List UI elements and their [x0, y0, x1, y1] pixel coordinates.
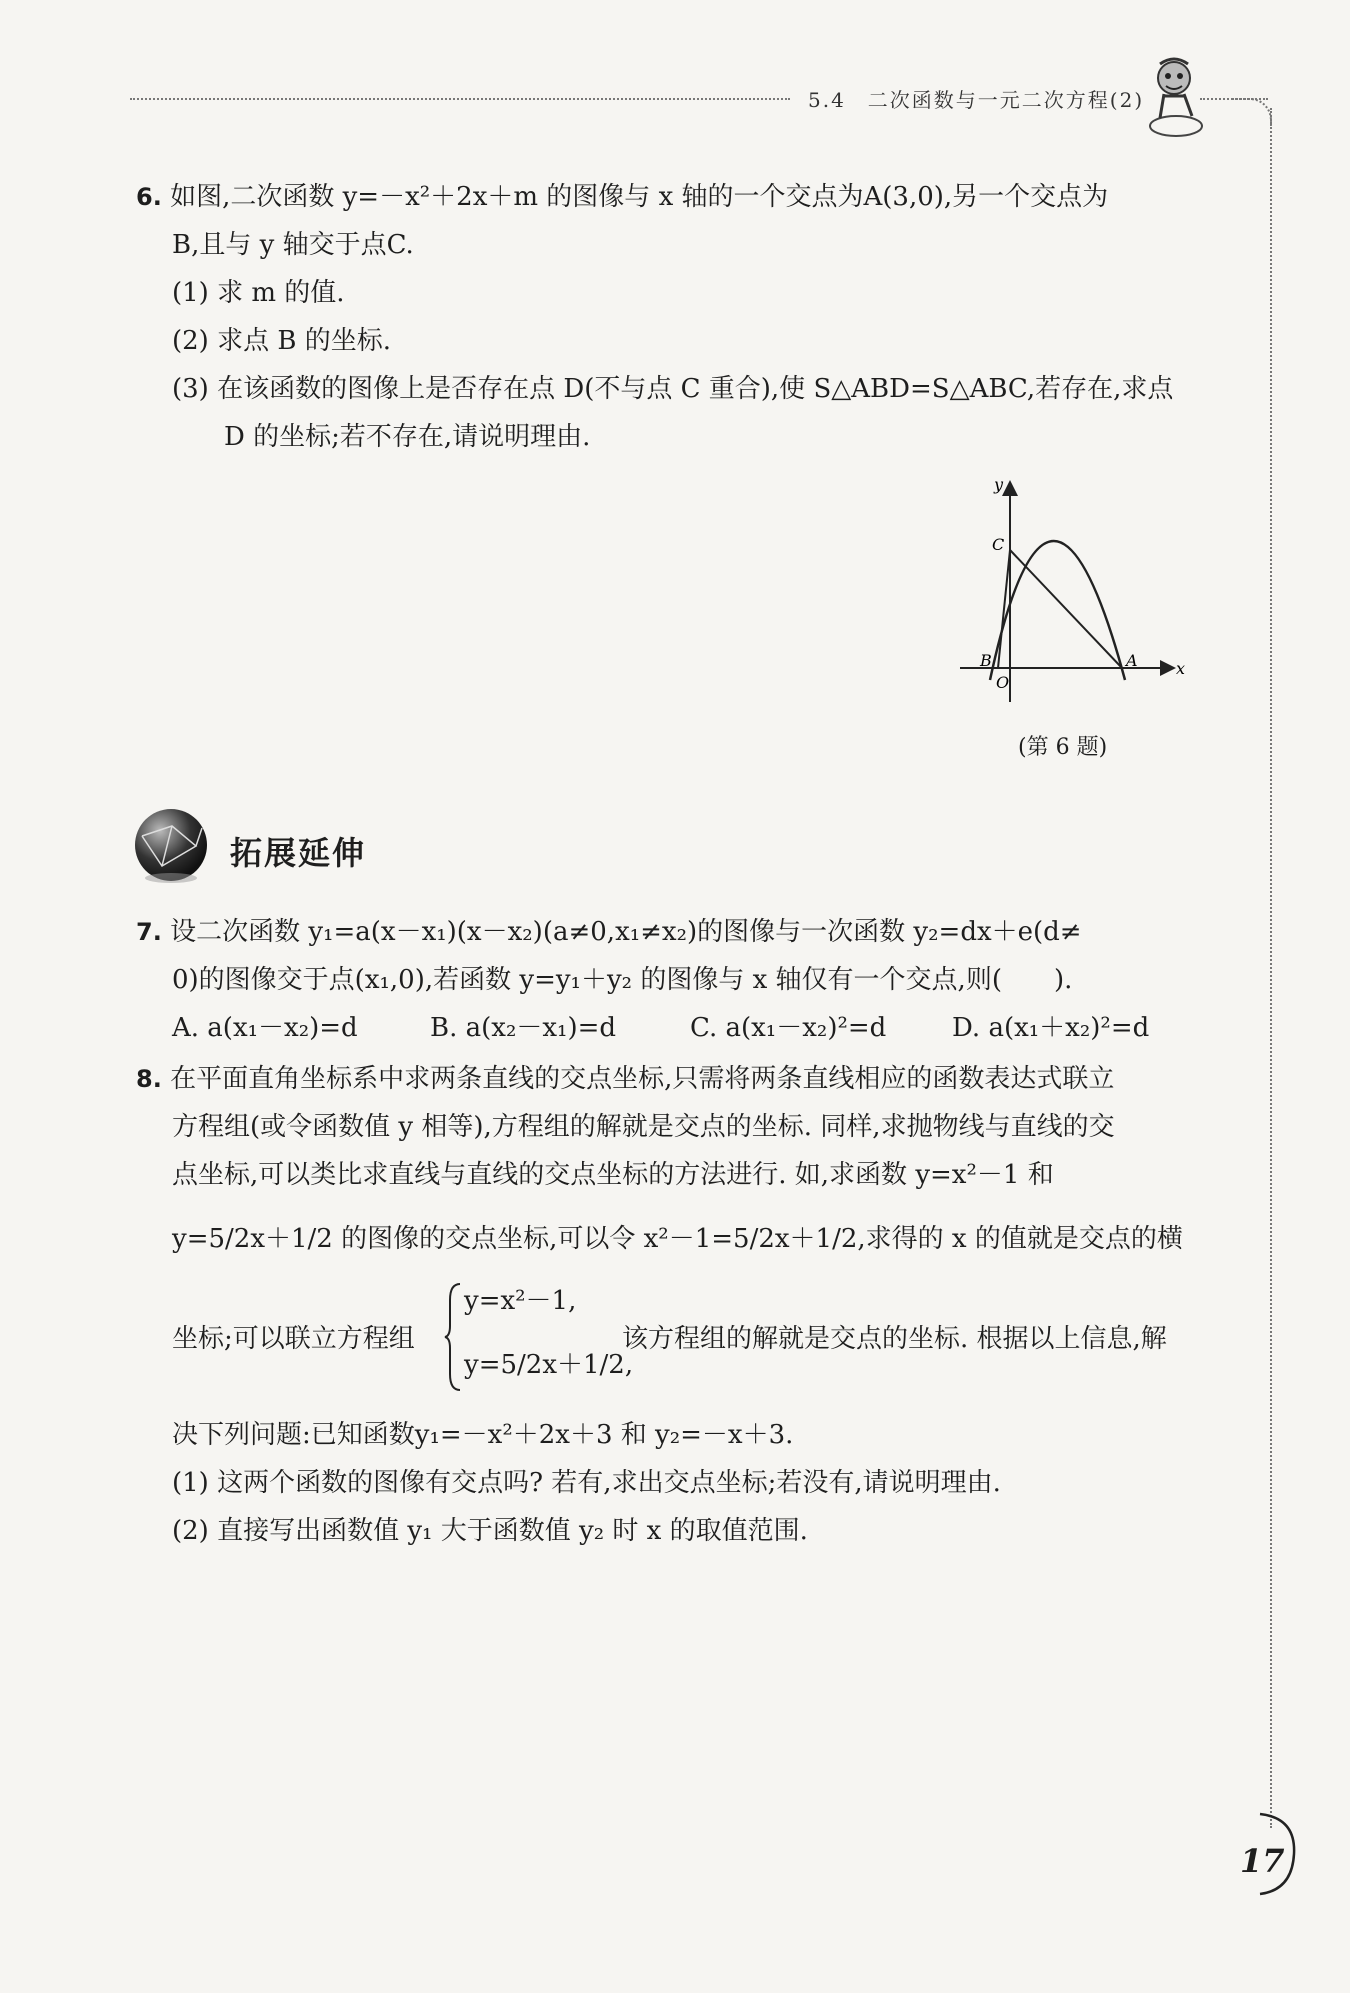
label-o: O — [996, 673, 1010, 692]
segment-ca — [1010, 550, 1122, 668]
equation-brace — [444, 1282, 462, 1392]
q7-line2: 0)的图像交于点(x₁,0),若函数 y=y₁＋y₂ 的图像与 x 轴仅有一个交点,则( ). — [172, 965, 1073, 995]
q6-line1: 6. 如图,二次函数 y=－x²＋2x＋m 的图像与 x 轴的一个交点为A(3,0),另一个交点为 — [136, 182, 1109, 212]
q8-line1: 8. 在平面直角坐标系中求两条直线的交点坐标,只需将两条直线相应的函数表达式联立 — [136, 1064, 1115, 1094]
system-eq1: y=x²－1, — [464, 1286, 577, 1316]
page-number: 17 — [1240, 1842, 1285, 1880]
q8-part2: (2) 直接写出函数值 y₁ 大于函数值 y₂ 时 x 的取值范围. — [172, 1516, 808, 1546]
header-section-title: 5.4 二次函数与一元二次方程(2) — [808, 88, 1145, 112]
q8-line5-left: 坐标;可以联立方程组 — [172, 1324, 415, 1354]
label-a: A — [1126, 651, 1138, 670]
q8-line2: 方程组(或令函数值 y 相等),方程组的解就是交点的坐标. 同样,求抛物线与直线的交 — [172, 1112, 1115, 1142]
q8-line6: 决下列问题:已知函数y₁=－x²＋2x＋3 和 y₂=－x＋3. — [172, 1420, 794, 1450]
mascot-icon — [1140, 52, 1212, 140]
q6-part1: (1) 求 m 的值. — [172, 278, 345, 308]
q8-line5-right: 该方程组的解就是交点的坐标. 根据以上信息,解 — [622, 1324, 1167, 1354]
q7-option-a: A. a(x₁－x₂)=d — [172, 1013, 358, 1043]
q6-part3-cont: D 的坐标;若不存在,请说明理由. — [224, 422, 591, 452]
q7-line1: 7. 设二次函数 y₁=a(x－x₁)(x－x₂)(a≠0,x₁≠x₂)的图像与一次函数 y₂=dx＋e(d≠ — [136, 917, 1082, 947]
q7-option-c: C. a(x₁－x₂)²=d — [690, 1013, 887, 1043]
page-border-corner — [1232, 98, 1272, 126]
globe-icon — [132, 806, 210, 884]
figure-caption: (第 6 题) — [1018, 735, 1108, 760]
q6-line2: B,且与 y 轴交于点C. — [172, 230, 414, 260]
section-title-extension: 拓展延伸 — [230, 834, 367, 872]
q7-option-b: B. a(x₂－x₁)=d — [430, 1013, 617, 1043]
q8-part1: (1) 这两个函数的图像有交点吗? 若有,求出交点坐标;若没有,请说明理由. — [172, 1468, 1001, 1498]
label-b: B — [980, 651, 992, 670]
label-c: C — [992, 535, 1005, 554]
q8-line4: y=5/2x＋1/2 的图像的交点坐标,可以令 x²－1=5/2x＋1/2,求得的 x 的值就是交点的横 — [172, 1224, 1183, 1254]
q8-line3: 点坐标,可以类比求直线与直线的交点坐标的方法进行. 如,求函数 y=x²－1 和 — [172, 1160, 1054, 1190]
parabola-figure — [950, 470, 1190, 710]
q7-option-d: D. a(x₁＋x₂)²=d — [952, 1013, 1150, 1043]
label-x: x — [1176, 659, 1186, 678]
system-eq2: y=5/2x＋1/2, — [464, 1350, 634, 1380]
header-dotted-line — [130, 98, 790, 100]
label-y: y — [994, 475, 1004, 494]
q6-part3: (3) 在该函数的图像上是否存在点 D(不与点 C 重合),使 S△ABD=S△ABC,若存在,求点 — [172, 374, 1174, 404]
q6-part2: (2) 求点 B 的坐标. — [172, 326, 391, 356]
page-border-right — [1270, 108, 1272, 1828]
